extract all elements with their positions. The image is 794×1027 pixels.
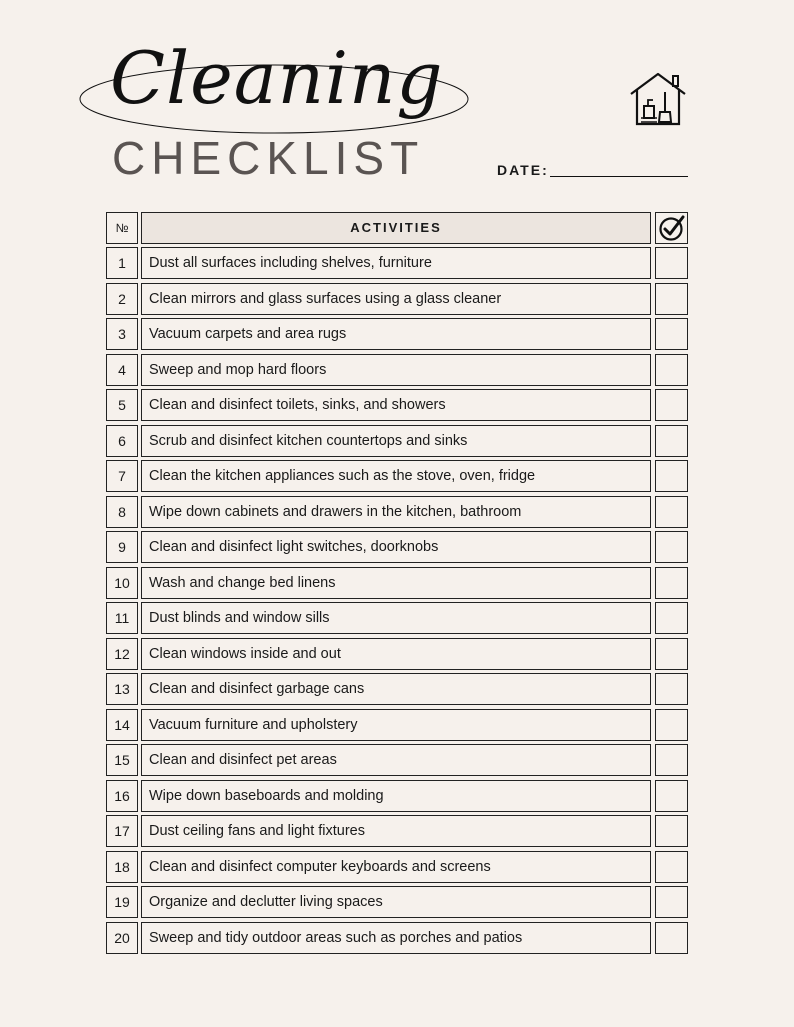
row-number: 18: [106, 851, 138, 883]
row-checkbox[interactable]: [655, 425, 688, 457]
row-activity: Organize and declutter living spaces: [141, 886, 651, 918]
row-activity: Clean and disinfect garbage cans: [141, 673, 651, 705]
row-checkbox[interactable]: [655, 389, 688, 421]
row-checkbox[interactable]: [655, 673, 688, 705]
row-activity: Dust all surfaces including shelves, furniture: [141, 247, 651, 279]
check-mark-icon: [658, 214, 686, 242]
table-row: [106, 496, 688, 528]
table-row: [106, 283, 688, 315]
table-row: [106, 531, 688, 563]
check-header: [655, 212, 688, 244]
row-checkbox[interactable]: [655, 815, 688, 847]
table-row: [106, 744, 688, 776]
row-number: 15: [106, 744, 138, 776]
row-activity: Wash and change bed linens: [141, 567, 651, 599]
row-number: 6: [106, 425, 138, 457]
row-number: 14: [106, 709, 138, 741]
row-number: 3: [106, 318, 138, 350]
row-checkbox[interactable]: [655, 318, 688, 350]
row-activity: Vacuum furniture and upholstery: [141, 709, 651, 741]
table-row: [106, 922, 688, 954]
page-header: [0, 0, 794, 200]
page-title: Cleaning: [110, 36, 444, 120]
table-row: [106, 354, 688, 386]
row-number: 2: [106, 283, 138, 315]
row-activity: Clean and disinfect pet areas: [141, 744, 651, 776]
table-row: [106, 815, 688, 847]
date-field[interactable]: [550, 176, 688, 177]
row-activity: Scrub and disinfect kitchen countertops and sinks: [141, 425, 651, 457]
table-row: [106, 318, 688, 350]
table-row: [106, 851, 688, 883]
row-checkbox[interactable]: [655, 851, 688, 883]
row-number: 10: [106, 567, 138, 599]
table-row: [106, 247, 688, 279]
row-number: 19: [106, 886, 138, 918]
row-checkbox[interactable]: [655, 247, 688, 279]
row-number: 1: [106, 247, 138, 279]
row-checkbox[interactable]: [655, 709, 688, 741]
table-row: [106, 638, 688, 670]
row-number: 7: [106, 460, 138, 492]
row-activity: Clean the kitchen appliances such as the stove, oven, fridge: [141, 460, 651, 492]
row-checkbox[interactable]: [655, 460, 688, 492]
row-checkbox[interactable]: [655, 744, 688, 776]
row-checkbox[interactable]: [655, 283, 688, 315]
table-row: [106, 389, 688, 421]
table-row: [106, 673, 688, 705]
row-activity: Vacuum carpets and area rugs: [141, 318, 651, 350]
row-number: 4: [106, 354, 138, 386]
row-number: 9: [106, 531, 138, 563]
row-number: 16: [106, 780, 138, 812]
row-activity: Clean and disinfect light switches, doorknobs: [141, 531, 651, 563]
house-cleaning-icon: [627, 70, 689, 128]
activities-header: ACTIVITIES: [141, 212, 651, 244]
row-activity: Wipe down baseboards and molding: [141, 780, 651, 812]
row-activity: Clean mirrors and glass surfaces using a glass cleaner: [141, 283, 651, 315]
table-row: [106, 425, 688, 457]
table-row: [106, 602, 688, 634]
number-header: №: [106, 212, 138, 244]
row-activity: Sweep and mop hard floors: [141, 354, 651, 386]
row-checkbox[interactable]: [655, 886, 688, 918]
row-checkbox[interactable]: [655, 496, 688, 528]
table-row: [106, 886, 688, 918]
row-checkbox[interactable]: [655, 354, 688, 386]
row-checkbox[interactable]: [655, 780, 688, 812]
row-activity: Dust blinds and window sills: [141, 602, 651, 634]
row-number: 13: [106, 673, 138, 705]
row-checkbox[interactable]: [655, 531, 688, 563]
row-number: 8: [106, 496, 138, 528]
row-number: 5: [106, 389, 138, 421]
row-activity: Wipe down cabinets and drawers in the kitchen, bathroom: [141, 496, 651, 528]
row-activity: Sweep and tidy outdoor areas such as porches and patios: [141, 922, 651, 954]
row-activity: Clean and disinfect toilets, sinks, and showers: [141, 389, 651, 421]
table-header-row: [106, 212, 688, 244]
row-checkbox[interactable]: [655, 638, 688, 670]
table-row: [106, 709, 688, 741]
row-checkbox[interactable]: [655, 567, 688, 599]
row-number: 12: [106, 638, 138, 670]
row-number: 20: [106, 922, 138, 954]
date-label: DATE:: [497, 162, 549, 178]
row-number: 17: [106, 815, 138, 847]
row-checkbox[interactable]: [655, 922, 688, 954]
table-row: [106, 460, 688, 492]
row-activity: Clean windows inside and out: [141, 638, 651, 670]
table-row: [106, 567, 688, 599]
row-number: 11: [106, 602, 138, 634]
row-activity: Clean and disinfect computer keyboards and screens: [141, 851, 651, 883]
row-checkbox[interactable]: [655, 602, 688, 634]
page-subtitle: CHECKLIST: [112, 132, 425, 184]
table-row: [106, 780, 688, 812]
row-activity: Dust ceiling fans and light fixtures: [141, 815, 651, 847]
